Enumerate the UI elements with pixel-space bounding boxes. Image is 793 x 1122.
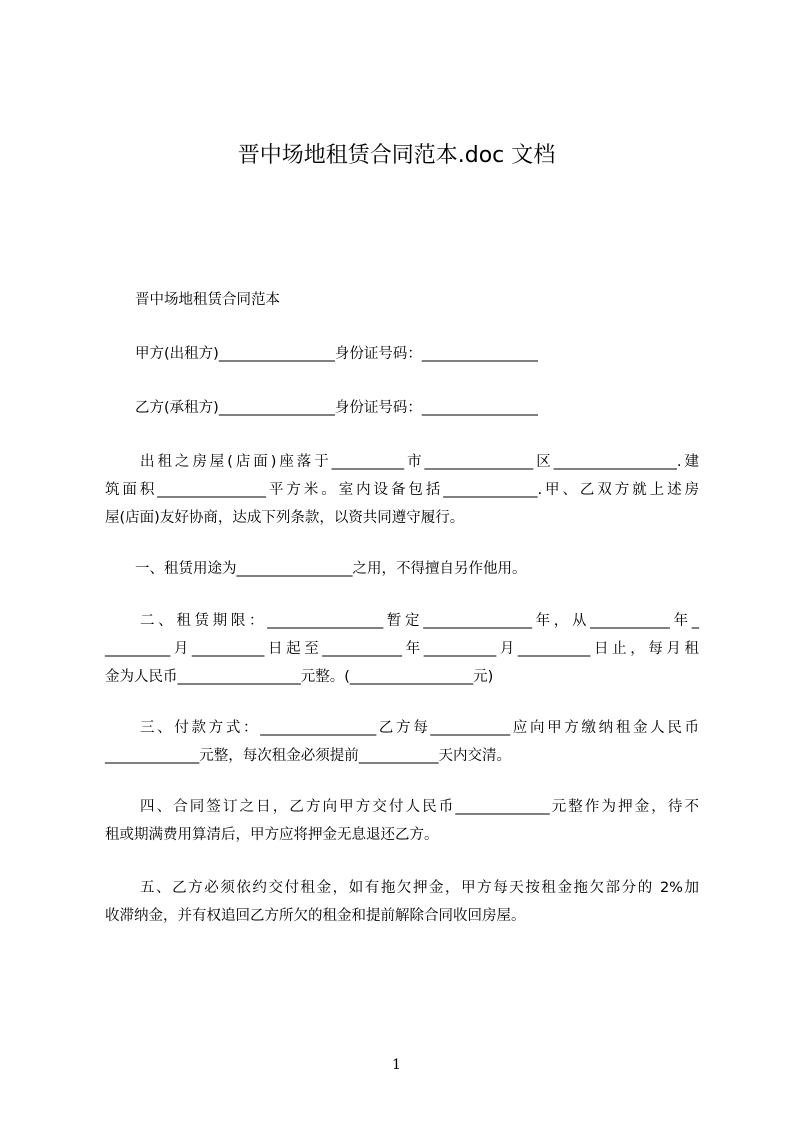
contract-heading-text: 晋中场地租赁合同范本 <box>135 292 280 308</box>
document-title: 晋中场地租赁合同范本.doc 文档 <box>237 143 556 168</box>
clause-4-line-2: 租或期满费用算清后，甲方应将押金无息退还乙方。 <box>105 827 439 843</box>
party-a-line <box>105 340 699 368</box>
clause-5-line-2: 收滞纳金，并有权追回乙方所欠的租金和提前解除合同收回房屋。 <box>105 908 526 924</box>
contract-heading <box>105 286 699 314</box>
page-number: 1 <box>392 1057 401 1073</box>
clause-3-line-2: _____________元整，每次租金必须提前___________天内交清。 <box>105 748 511 764</box>
clause-2 <box>105 607 699 691</box>
premises-line-1: 出租之房屋(店面)座落于__________市_______________区_________________.建 <box>140 454 699 470</box>
clause-1-text: 一、租赁用途为________________之用，不得擅自另作他用。 <box>135 561 527 577</box>
premises-paragraph <box>105 448 699 532</box>
party-a-text: 甲方(出租方)________________身份证号码：________________ <box>135 346 538 362</box>
party-b-text: 乙方(承租方)________________身份证号码：________________ <box>135 400 538 416</box>
clause-3-line-1: 三、付款方式：________________乙方每___________应向甲方缴纳租金人民币 <box>140 720 699 736</box>
clause-5 <box>105 874 699 930</box>
premises-line-3: 屋(店面)友好协商，达成下列条款，以资共同遵守履行。 <box>105 510 465 526</box>
clause-2-line-3: 金为人民币_________________元整。(_________________元) <box>105 669 494 685</box>
clause-4-line-1: 四、合同签订之日，乙方向甲方交付人民币_____________元整作为押金，待不 <box>140 799 699 815</box>
clause-5-line-1: 五、乙方必须依约交付租金，如有拖欠押金，甲方每天按租金拖欠部分的 2%加 <box>140 880 699 896</box>
clause-2-line-1: 二、租赁期限：________________暂定_______________年，从___________年_ <box>140 613 699 629</box>
premises-line-2: 筑面积_______________平方米。室内设备包括_____________.甲、乙双方就上述房 <box>105 482 699 498</box>
clause-4 <box>105 793 699 849</box>
party-b-line <box>105 394 699 422</box>
clause-3 <box>105 714 699 770</box>
clause-1 <box>105 555 699 583</box>
clause-2-line-2: _________月__________日起至___________年__________月__________日止，每月租 <box>105 641 699 657</box>
